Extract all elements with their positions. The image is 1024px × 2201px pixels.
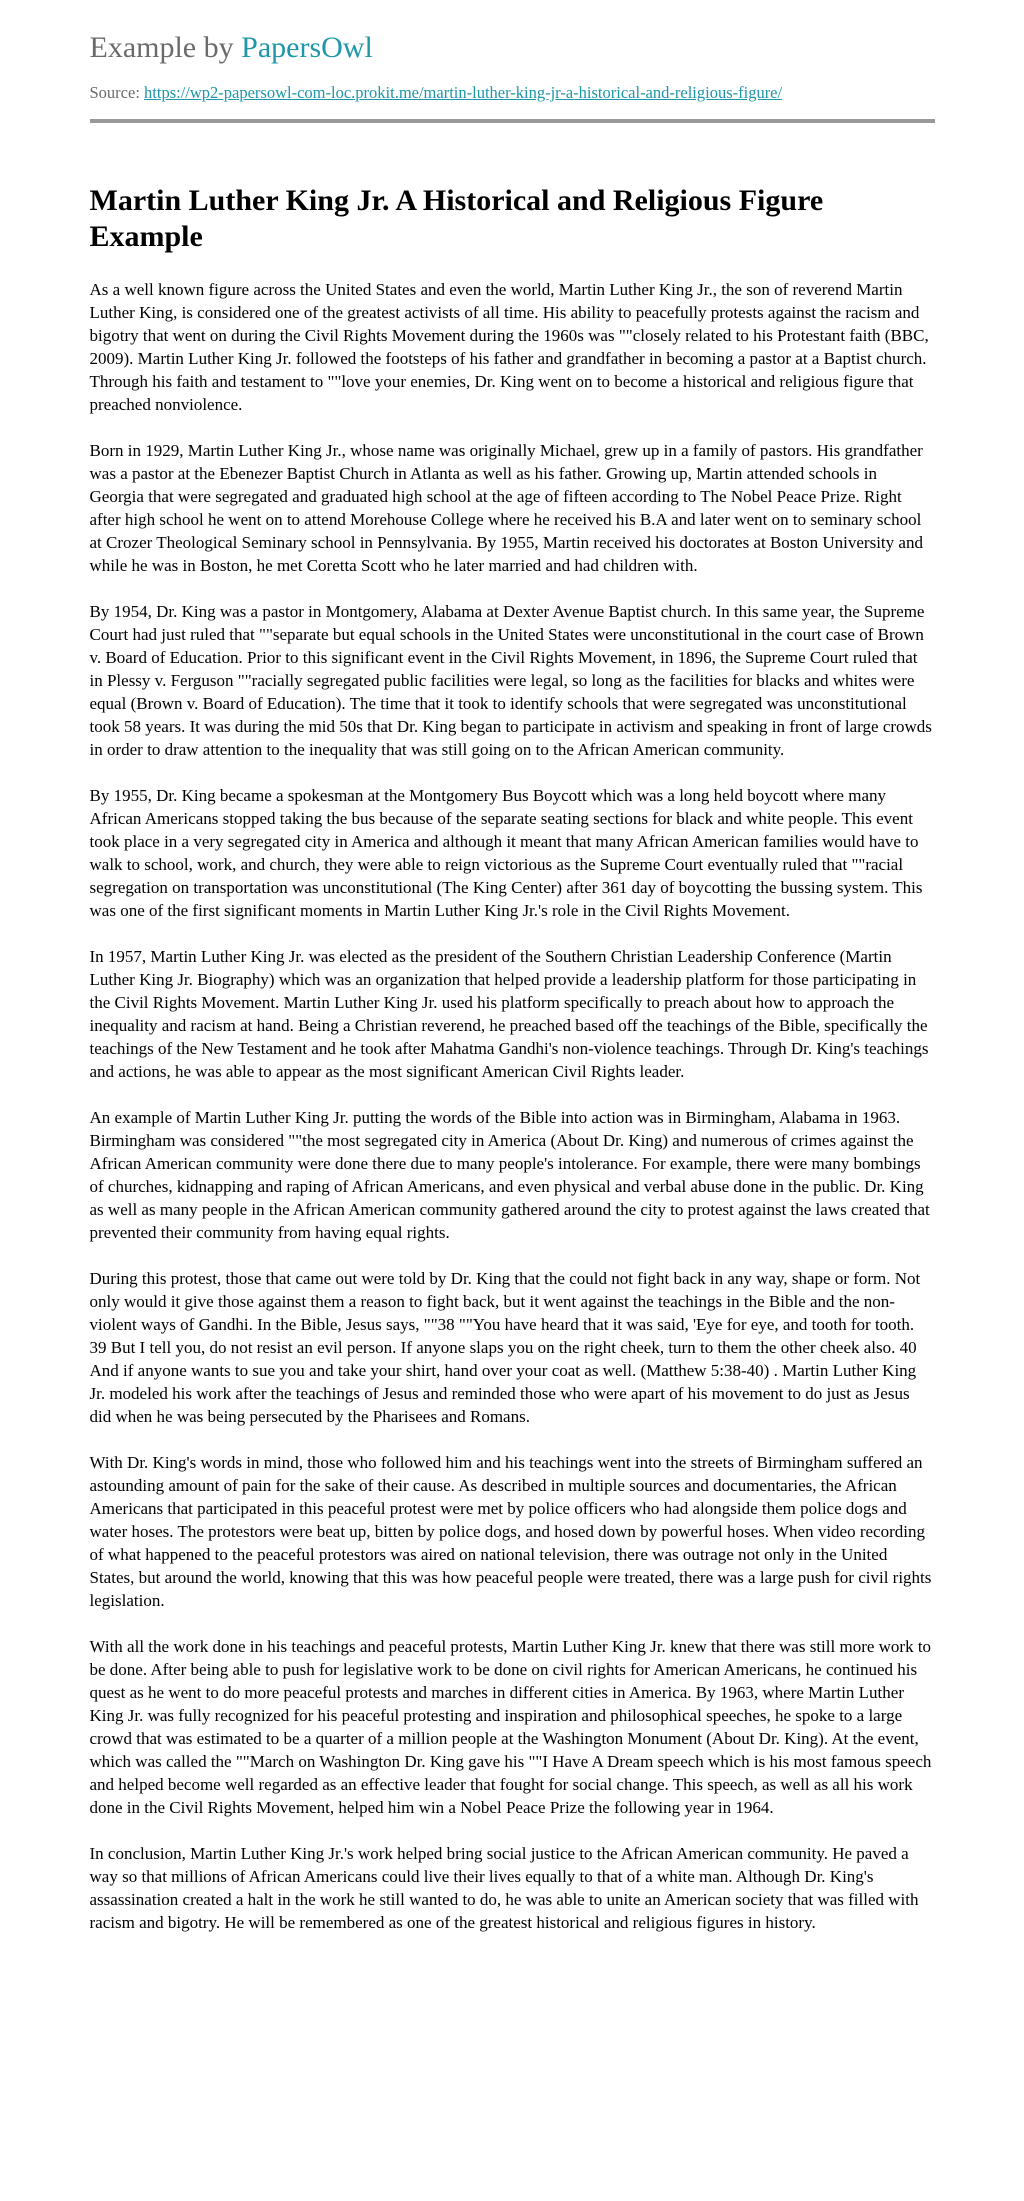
source-url-link[interactable]: https://wp2-papersowl-com-loc.prokit.me/martin-luther-king-jr-a-historical-and-religious-figure/	[144, 83, 783, 102]
essay-title: Martin Luther King Jr. A Historical and Religious Figure Example	[89, 184, 824, 253]
essay-paragraph-5: In 1957, Martin Luther King Jr. was elected as the president of the Southern Christian Leadership Conference (Martin Luther King Jr. Biography) which was an organization that helped provide a leadership platform for those participating in the Civil Rights Movement. Martin Luther King Jr. used his platform specifically to preach about how to approach the inequality and racism at hand. Being a Christian reverend, he preached based off the teachings of the Bible, specifically the teachings of the New Testament and he took after Mahatma Gandhi's non-violence teachings. Through Dr. King's teachings and actions, he was able to appear as the most significant American Civil Rights leader.	[89, 947, 929, 1081]
header-title	[90, 30, 935, 66]
papersowl-brand-link[interactable]: PapersOwl	[241, 31, 373, 64]
source-label: Source:	[89, 83, 145, 102]
header-prefix: Example by	[89, 31, 242, 64]
essay-body	[90, 183, 935, 1934]
essay-paragraph-10: In conclusion, Martin Luther King Jr.'s work helped bring social justice to the African American community. He paved a way so that millions of African Americans could live their lives equally to that of a white man. Although Dr. King's assassination created a halt in the work he still wanted to do, he was able to unite an American society that was filled with racism and bigotry. He will be remembered as one of the greatest historical and religious figures in history.	[89, 1844, 919, 1932]
essay-paragraph-4: By 1955, Dr. King became a spokesman at the Montgomery Bus Boycott which was a long held boycott where many African Americans stopped taking the bus because of the separate seating sections for black and white people. This event took place in a very segregated city in America and although it meant that many African American families would have to walk to school, work, and church, they were able to reign victorious as the Supreme Court eventually ruled that ""racial segregation on transportation was unconstitutional (The King Center) after 361 day of boycotting the bussing system. This was one of the first significant moments in Martin Luther King Jr.'s role in the Civil Rights Movement.	[89, 786, 923, 920]
essay-paragraph-7: During this protest, those that came out were told by Dr. King that the could not fight back in any way, shape or form. Not only would it give those against them a reason to fight back, but it went against the teachings in the Bible and the non-violent ways of Gandhi. In the Bible, Jesus says, ""38 ""You have heard that it was said, 'Eye for eye, and tooth for tooth. 39 But I tell you, do not resist an evil person. If anyone slaps you on the right cheek, turn to them the other cheek also. 40 And if anyone wants to sue you and take your shirt, hand over your coat as well. (Matthew 5:38-40) . Martin Luther King Jr. modeled his work after the teachings of Jesus and reminded those who were apart of his movement to do just as Jesus did when he was being persecuted by the Pharisees and Romans.	[89, 1269, 921, 1426]
essay-paragraph-2: Born in 1929, Martin Luther King Jr., whose name was originally Michael, grew up in a family of pastors. His grandfather was a pastor at the Ebenezer Baptist Church in Atlanta as well as his father. Growing up, Martin attended schools in Georgia that were segregated and graduated high school at the age of fifteen according to The Nobel Peace Prize. Right after high school he went on to attend Morehouse College where he received his B.A and later went on to seminary school at Crozer Theological Seminary school in Pennsylvania. By 1955, Martin received his doctorates at Boston University and while he was in Boston, he met Coretta Scott who he later married and had children with.	[89, 441, 923, 575]
source-line	[90, 82, 935, 104]
document-page	[90, 0, 935, 2170]
header-divider	[90, 119, 935, 123]
essay-paragraph-1: As a well known figure across the United States and even the world, Martin Luther King Jr., the son of reverend Martin Luther King, is considered one of the greatest activists of all time. His ability to peacefully protests against the racism and bigotry that went on during the Civil Rights Movement during the 1960s was ""closely related to his Protestant faith (BBC, 2009). Martin Luther King Jr. followed the footsteps of his father and grandfather in becoming a pastor at a Baptist church. Through his faith and testament to ""love your enemies, Dr. King went on to become a historical and religious figure that preached nonviolence.	[89, 280, 929, 414]
page-header	[90, 30, 935, 123]
essay-paragraph-8: With Dr. King's words in mind, those who followed him and his teachings went into the streets of Birmingham suffered an astounding amount of pain for the sake of their cause. As described in multiple sources and documentaries, the African Americans that participated in this peaceful protest were met by police officers who had alongside them police dogs and water hoses. The protestors were beat up, bitten by police dogs, and hosed down by powerful hoses. When video recording of what happened to the peaceful protestors was aired on national television, there was outrage not only in the United States, but around the world, knowing that this was how peaceful people were treated, there was a large push for civil rights legislation.	[89, 1453, 932, 1610]
essay-paragraph-3: By 1954, Dr. King was a pastor in Montgomery, Alabama at Dexter Avenue Baptist church. In this same year, the Supreme Court had just ruled that ""separate but equal schools in the United States were unconstitutional in the court case of Brown v. Board of Education. Prior to this significant event in the Civil Rights Movement, in 1896, the Supreme Court ruled that in Plessy v. Ferguson ""racially segregated public facilities were legal, so long as the facilities for blacks and whites were equal (Brown v. Board of Education). The time that it took to identify schools that were segregated was unconstitutional took 58 years. It was during the mid 50s that Dr. King began to participate in activism and speaking in front of large crowds in order to draw attention to the inequality that was still going on to the African American community.	[89, 602, 932, 759]
essay-paragraph-9: With all the work done in his teachings and peaceful protests, Martin Luther King Jr. knew that there was still more work to be done. After being able to push for legislative work to be done on civil rights for American Americans, he continued his quest as he went to do more peaceful protests and marches in different cities in America. By 1963, where Martin Luther King Jr. was fully recognized for his peaceful protesting and inspiration and philosophical speeches, he spoke to a large crowd that was estimated to be a quarter of a million people at the Washington Monument (About Dr. King). At the event, which was called the ""March on Washington Dr. King gave his ""I Have A Dream speech which is his most famous speech and helped become well regarded as an effective leader that fought for social change. This speech, as well as all his work done in the Civil Rights Movement, helped him win a Nobel Peace Prize the following year in 1964.	[89, 1637, 932, 1817]
essay-paragraph-6: An example of Martin Luther King Jr. putting the words of the Bible into action was in Birmingham, Alabama in 1963. Birmingham was considered ""the most segregated city in America (About Dr. King) and numerous of crimes against the African American community were done there due to many people's intolerance. For example, there were many bombings of churches, kidnapping and raping of African Americans, and even physical and verbal abuse done in the public. Dr. King as well as many people in the African American community gathered around the city to protest against the laws created that prevented their community from having equal rights.	[89, 1108, 930, 1242]
